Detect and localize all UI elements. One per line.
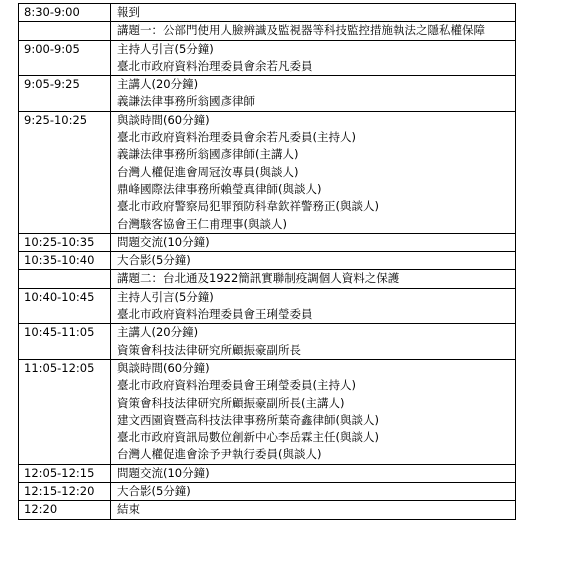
content-cell bbox=[111, 270, 516, 288]
time-cell: 10:35-10:40 bbox=[19, 252, 111, 270]
session-title: 主持人引言(5分鐘) bbox=[117, 41, 214, 56]
session-title: 大合影(5分鐘) bbox=[117, 253, 191, 268]
agenda-row bbox=[19, 252, 516, 270]
content-cell bbox=[111, 76, 516, 112]
participant-line: 義謙法律事務所翁國彥律師(主講人) bbox=[117, 147, 299, 162]
time-cell bbox=[19, 22, 111, 40]
agenda-row bbox=[19, 483, 516, 501]
content-cell bbox=[111, 22, 516, 40]
participant-line: 臺北市政府警察局犯罪預防科韋欽祥警務正(與談人) bbox=[117, 199, 379, 214]
participant-line: 台灣人權促進會周冠汝專員(與談人) bbox=[117, 164, 299, 179]
time-cell: 9:25-10:25 bbox=[19, 111, 111, 233]
time-cell: 9:05-9:25 bbox=[19, 76, 111, 112]
agenda-row bbox=[19, 76, 516, 112]
content-cell bbox=[111, 233, 516, 251]
time-cell: 12:05-12:15 bbox=[19, 464, 111, 482]
participant-line: 臺北市政府資料治理委員會王琍瑩委員(主持人) bbox=[117, 378, 356, 393]
content-cell bbox=[111, 324, 516, 360]
session-title: 與談時間(60分鐘) bbox=[117, 360, 210, 375]
participant-line: 台灣人權促進會涂予尹執行委員(與談人) bbox=[117, 447, 322, 462]
session-title: 講題一：公部門使用人臉辨識及監視器等科技監控措施執法之隱私權保障 bbox=[117, 23, 485, 38]
content-cell bbox=[111, 252, 516, 270]
time-cell: 11:05-12:05 bbox=[19, 359, 111, 464]
session-title: 報到 bbox=[117, 5, 140, 19]
content-cell bbox=[111, 40, 516, 76]
session-title: 講題二：台北通及1922簡訊實聯制疫調個人資料之保護 bbox=[117, 271, 400, 286]
agenda-row bbox=[19, 4, 516, 22]
agenda-table bbox=[18, 3, 516, 520]
time-cell: 9:00-9:05 bbox=[19, 40, 111, 76]
agenda-row bbox=[19, 324, 516, 360]
participant-line: 臺北市政府資料治理委員會余若凡委員(主持人) bbox=[117, 130, 356, 145]
agenda-row bbox=[19, 464, 516, 482]
participant-line: 建文西園資暨高科技法律事務所葉奇鑫律師(與談人) bbox=[117, 412, 379, 427]
session-title: 主講人(20分鐘) bbox=[117, 325, 199, 340]
time-cell: 12:15-12:20 bbox=[19, 483, 111, 501]
content-cell bbox=[111, 111, 516, 233]
participant-line: 臺北市政府資料治理委員會王琍瑩委員 bbox=[117, 307, 313, 322]
content-cell bbox=[111, 359, 516, 464]
participant-line: 臺北市政府資料治理委員會余若凡委員 bbox=[117, 58, 313, 73]
time-cell bbox=[19, 270, 111, 288]
agenda-row bbox=[19, 233, 516, 251]
agenda-row bbox=[19, 501, 516, 519]
content-cell bbox=[111, 288, 516, 324]
time-cell: 12:20 bbox=[19, 501, 111, 519]
agenda-row bbox=[19, 111, 516, 233]
time-cell: 10:40-10:45 bbox=[19, 288, 111, 324]
agenda-row bbox=[19, 288, 516, 324]
time-cell: 8:30-9:00 bbox=[19, 4, 111, 22]
session-title: 問題交流(10分鐘) bbox=[117, 234, 210, 249]
participant-line: 臺北市政府資訊局數位創新中心李岳霖主任(與談人) bbox=[117, 430, 379, 445]
participant-line: 鼎峰國際法律事務所賴瑩真律師(與談人) bbox=[117, 181, 322, 196]
session-title: 與談時間(60分鐘) bbox=[117, 112, 210, 127]
session-title: 結束 bbox=[117, 502, 140, 517]
time-cell: 10:25-10:35 bbox=[19, 233, 111, 251]
time-cell: 10:45-11:05 bbox=[19, 324, 111, 360]
participant-line: 義謙法律事務所翁國彥律師 bbox=[117, 94, 255, 109]
content-cell bbox=[111, 483, 516, 501]
agenda-row bbox=[19, 359, 516, 464]
participant-line: 資策會科技法律研究所顧振豪副所長(主講人) bbox=[117, 395, 345, 410]
agenda-row bbox=[19, 270, 516, 288]
session-title: 主講人(20分鐘) bbox=[117, 77, 199, 92]
agenda-row bbox=[19, 40, 516, 76]
participant-line: 資策會科技法律研究所顧振豪副所長 bbox=[117, 342, 301, 357]
content-cell bbox=[111, 501, 516, 519]
participant-line: 台灣駭客協會王仁甫理事(與談人) bbox=[117, 216, 287, 231]
content-cell bbox=[111, 464, 516, 482]
session-title: 問題交流(10分鐘) bbox=[117, 465, 210, 480]
session-title: 大合影(5分鐘) bbox=[117, 484, 191, 499]
session-title: 主持人引言(5分鐘) bbox=[117, 289, 214, 304]
agenda-row bbox=[19, 22, 516, 40]
content-cell bbox=[111, 4, 516, 22]
